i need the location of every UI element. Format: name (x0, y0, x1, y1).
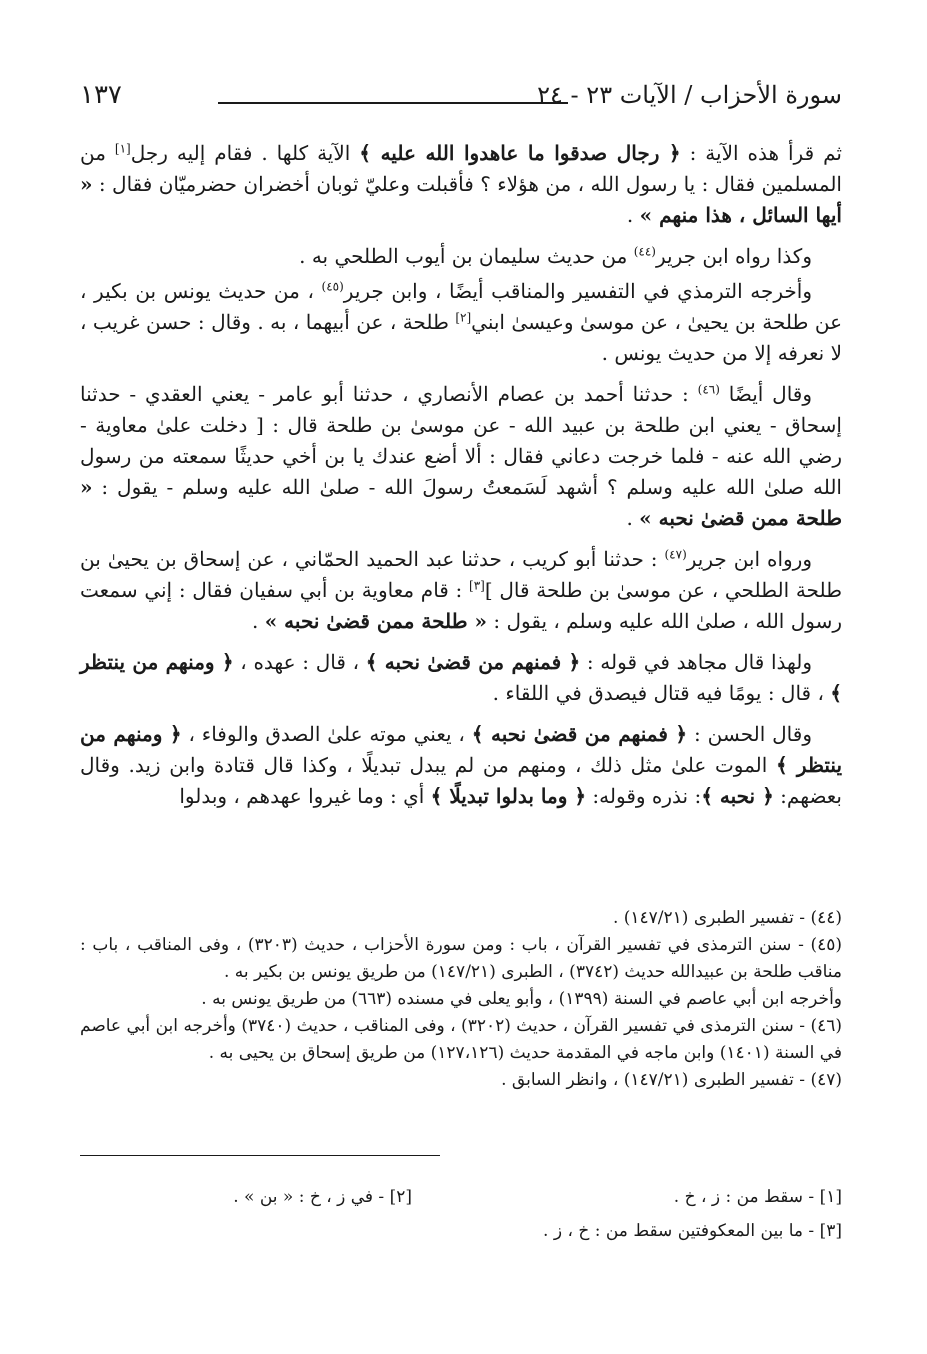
footnote-separator (80, 1155, 440, 1156)
variant-row (80, 1214, 842, 1248)
text-run: ولهذا قال مجاهد في قوله : (580, 650, 813, 674)
variant-note: [١] - سقط من : ز ، خ . (673, 1187, 842, 1207)
surah-title: سورة الأحزاب / الآيات ٢٣ - ٢٤ (537, 81, 842, 109)
reference-marker: (٤٤) (633, 244, 656, 259)
footnote: (٤٤) - تفسير الطبرى (١٤٧/٢١) . (612, 908, 842, 928)
text-run: من حديث سليمان بن أيوب الطلحي به . (299, 244, 634, 268)
quoted-text: ﴿ وما بدلوا تبديلًا ﴾ (430, 784, 587, 808)
quoted-text: ﴿ رجال صدقوا ما عاهدوا الله عليه ﴾ (359, 141, 681, 165)
running-header (80, 80, 842, 116)
paragraph (80, 138, 842, 231)
paragraph (80, 719, 842, 812)
reference-marker: (٤٦) (697, 382, 720, 397)
footnote: (٤٥) - سنن الترمذى في تفسير القرآن ، باب : ومن سورة الأحزاب ، حديث (٣٢٠٣) ، وفى المناقب ، باب : مناقب طلحة بن عبيدالله حديث (٣٧٤٢) ، الطبرى (١٤٧/٢١) من طريق يونس بن بكير به . (80, 935, 842, 982)
quoted-text: « أيها السائل ، هذا منهم » (80, 172, 842, 227)
reference-marker: (٤٧) (664, 547, 687, 562)
header-rule (218, 102, 568, 104)
text-run: . (252, 609, 265, 633)
page-number: ١٣٧ (80, 80, 122, 110)
text-run: الآية كلها . فقام إليه رجل (130, 141, 360, 165)
main-text (80, 138, 842, 822)
paragraph (80, 544, 842, 637)
text-run: : نذره وقوله: (586, 784, 702, 808)
text-run: وكذا رواه ابن جرير (655, 244, 812, 268)
paragraph (80, 379, 842, 534)
text-run: . (626, 203, 640, 227)
text-run: : قام معاوية بن أبي سفيان فقال : إني سمعت رسول الله ، صلىٰ الله عليه وسلم ، يقول : (80, 578, 842, 633)
paragraph (80, 241, 842, 272)
text-run: وقال الحسن : (687, 722, 812, 746)
variant-row (80, 1180, 842, 1214)
text-run: ورواه ابن جرير (686, 547, 812, 571)
paragraph (80, 647, 842, 709)
text-run: : حدثنا أبو كريب ، حدثنا عبد الحميد الحمّاني ، عن إسحاق بن يحيىٰ بن طلحة الطلحي ، عن موسىٰ بن طلحة قال ] (80, 547, 843, 602)
quoted-text: « طلحة ممن قضىٰ نحبه » (80, 475, 842, 530)
text-run: ، قال : عهده ، (233, 650, 366, 674)
text-run: وأخرجه الترمذي في التفسير والمناقب أيضًا ، وابن جرير (343, 279, 812, 303)
footnote: وأخرجه ابن أبي عاصم في السنة (١٣٩٩) ، وأبو يعلى في مسنده (٦٦٣) من طريق يونس به . (201, 989, 842, 1009)
paragraph (80, 276, 842, 369)
text-run: ، يعني موته علىٰ الصدق والوفاء ، (181, 722, 472, 746)
text-run: . (626, 506, 640, 530)
text-run: الموت علىٰ مثل ذلك ، ومنهم من لم يبدل تبديلًا ، وكذا قال قتادة وابن زيد. وقال بعضهم: (80, 753, 842, 808)
footnotes (80, 905, 842, 1094)
quoted-text: ﴿ فمنهم من قضىٰ نحبه ﴾ (471, 722, 688, 746)
text-run: أي : وما غيروا عهدهم ، وبدلوا (179, 784, 431, 808)
text-run: وقال أيضًا (719, 382, 813, 406)
variant-note: [٣] - ما بين المعكوفتين سقط من : خ ، ز . (543, 1221, 842, 1241)
quoted-text: ﴿ فمنهم من قضىٰ نحبه ﴾ (365, 650, 581, 674)
reference-marker: [٣] (469, 578, 485, 593)
text-run: ، قال : يومًا فيه قتال فيصدق في اللقاء . (492, 681, 831, 705)
reference-marker: (٤٥) (321, 279, 344, 294)
quoted-text: « طلحة ممن قضىٰ نحبه » (264, 609, 488, 633)
footnote: (٤٧) - تفسير الطبرى (١٤٧/٢١) ، وانظر السابق . (501, 1070, 842, 1090)
text-run: طلحة ، عن أبيهما ، به . وقال : حسن غريب ، لا نعرفه إلا من حديث يونس . (80, 310, 842, 365)
reference-marker: [١] (114, 141, 131, 156)
text-run: : حدثنا أحمد بن عصام الأنصاري ، حدثنا أبو عامر - يعني العقدي - حدثنا إسحاق - يعني ابن طلحة بن عبيد الله - عن موسىٰ بن طلحة قال : [ دخلت علىٰ معاوية - رضي الله عنه - فلما خرجت دعاني فقال : ألا أضع عندك يا بن أخي حديثًا سمعته من رسول الله صلىٰ الله عليه وسلم ؟ أشهد لَسَمعتُ رسولَ الله - صلىٰ الله عليه وسلم - يقول : (80, 382, 842, 499)
quoted-text: ﴿ ومنهم من ينتظر ﴾ (80, 650, 842, 705)
reference-marker: [٢] (455, 310, 472, 325)
quoted-text: ﴿ ومنهم من ينتظر ﴾ (80, 722, 843, 777)
text-run: ثم قرأ هذه الآية : (680, 141, 842, 165)
footnote: (٤٦) - سنن الترمذى في تفسير القرآن ، حديث (٣٢٠٢) ، وفى المناقب ، حديث (٣٧٤٠) وأخرجه ابن أبي عاصم في السنة (١٤٠١) وابن ماجه في المقدمة حديث (١٢٧،١٢٦) من طريق إسحاق بن يحيى به . (80, 1016, 842, 1063)
text-run: ، من حديث يونس بن بكير ، عن طلحة بن يحيىٰ ، عن موسىٰ وعيسىٰ ابني (80, 279, 843, 334)
quoted-text: ﴿ نحبه ﴾ (701, 784, 774, 808)
manuscript-variants (80, 1180, 842, 1248)
text-run: من المسلمين فقال : يا رسول الله ، من هؤلاء ؟ فأقبلت وعليّ ثوبان أخضران حضرميّان فقال : (80, 141, 842, 196)
variant-note: [٢] - في ز ، خ : « بن » . (233, 1187, 412, 1207)
